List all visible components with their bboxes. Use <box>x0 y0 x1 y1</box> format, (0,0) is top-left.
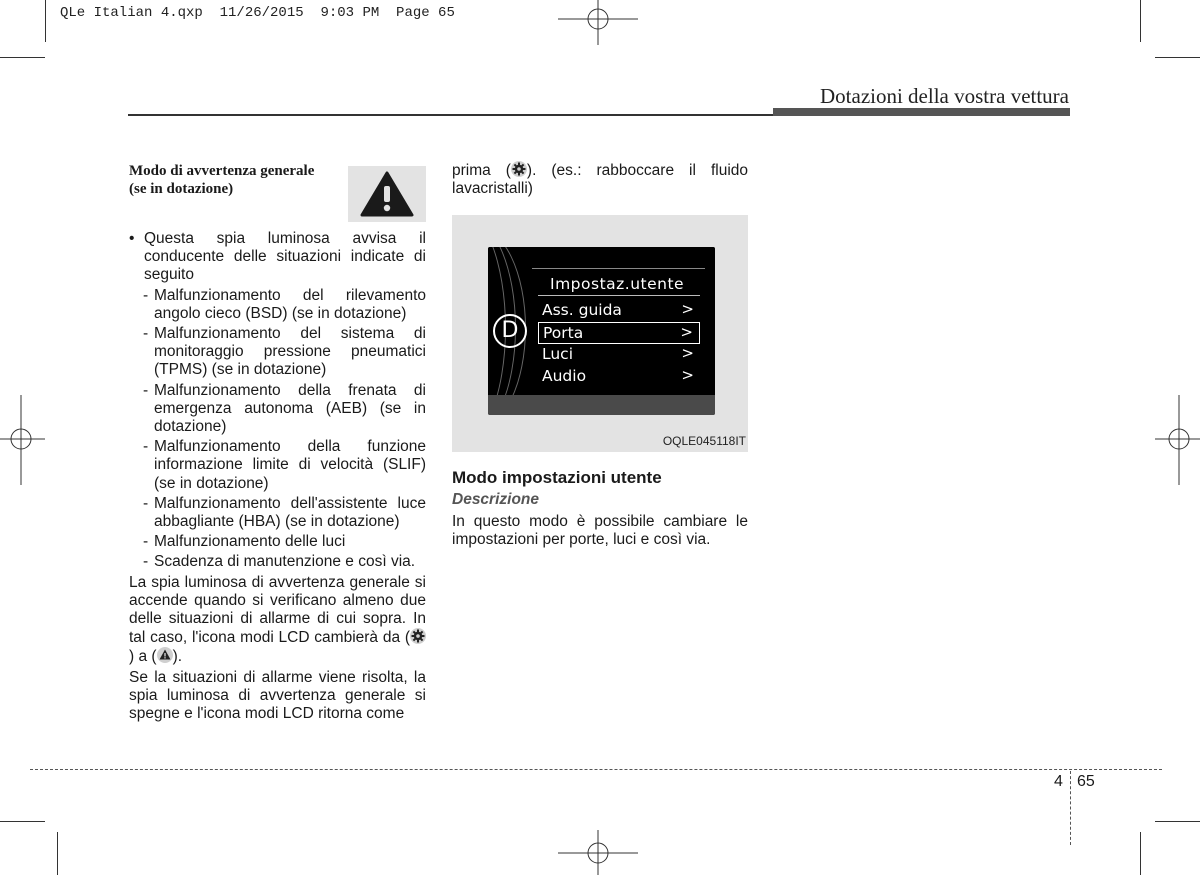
menu-item-ass-guida <box>538 300 700 322</box>
warning-triangle-icon <box>359 170 415 218</box>
footer-divider <box>1070 771 1071 845</box>
paragraph-text: ) a ( <box>129 648 157 666</box>
user-mode-subheading: Descrizione <box>452 491 540 508</box>
chevron-right-icon: > <box>681 300 694 318</box>
crop-mark <box>1155 57 1200 58</box>
menu-item-audio <box>538 366 700 388</box>
paragraph: Se la situazioni di allarme viene risolta, la spia luminosa di avvertenza generale si spegne e l'icona modi LCD ritorna come <box>129 668 426 723</box>
crop-mark <box>0 57 45 58</box>
user-mode-description: In questo modo è possibile cambiare le impostazioni per porte, luci e così via. <box>452 513 748 549</box>
list-item: - Malfunzionamento delle luci <box>143 533 346 551</box>
list-item: - Malfunzionamento del sistema di monitoraggio pressione pneumatici (TPMS) (se in dotazione) <box>143 325 426 379</box>
figure-code: OQLE045118IT <box>662 434 746 448</box>
registration-mark-right <box>1155 395 1200 485</box>
header-rule-thick <box>773 108 1070 116</box>
menu-item-porta <box>538 322 700 344</box>
registration-mark-top <box>558 0 638 45</box>
screen-title: Impostaz.utente <box>550 275 685 293</box>
lcd-display <box>488 247 715 395</box>
registration-mark-bottom <box>558 830 638 875</box>
header-rule <box>128 114 773 116</box>
footer-rule <box>30 769 1162 770</box>
menu-item-label: Luci <box>542 345 574 363</box>
list-item-text: Malfunzionamento dell'assistente luce abbagliante (HBA) (se in dotazione) <box>154 494 426 531</box>
crop-mark <box>1140 0 1141 42</box>
list-item-text: Scadenza di manutenzione e così via. <box>154 553 416 571</box>
paragraph-text: ). (es.: rabboccare il fluido lavacristalli) <box>452 162 748 198</box>
crop-mark <box>1140 832 1141 875</box>
lcd-bezel-bottom <box>488 395 715 415</box>
menu-item-label: Porta <box>543 324 584 342</box>
menu-item-label: Audio <box>542 367 587 385</box>
warning-mode-heading <box>129 162 344 198</box>
menu-divider <box>538 295 700 296</box>
crop-mark <box>1155 821 1200 822</box>
page-number: 65 <box>1077 773 1095 790</box>
crop-mark <box>0 821 45 822</box>
print-slug: QLe Italian 4.qxp 11/26/2015 9:03 PM Page 65 <box>60 5 455 21</box>
chevron-right-icon: > <box>681 366 694 384</box>
menu-divider <box>532 268 705 269</box>
paragraph-text: prima ( <box>452 162 511 179</box>
warning-icon-box <box>348 166 426 222</box>
paragraph-text: La spia luminosa di avvertenza generale si accende quando si verificano almeno due delle situazioni di allarme di cui sopra. In tal caso, l'icona modi LCD cambierà da ( <box>129 573 426 647</box>
paragraph <box>452 161 748 198</box>
drive-mode-indicator: D <box>493 314 527 348</box>
bullet-text: Questa spia luminosa avvisa il conducente delle situazioni indicate di seguito <box>144 230 426 284</box>
warning-mode-heading-line1: Modo di avvertenza generale <box>129 163 315 179</box>
chevron-right-icon: > <box>680 323 693 341</box>
user-mode-heading: Modo impostazioni utente <box>452 468 662 487</box>
chapter-number: 4 <box>1054 773 1063 790</box>
paragraph <box>129 574 426 667</box>
lcd-figure <box>452 215 748 452</box>
crop-mark <box>57 832 58 875</box>
chevron-right-icon: > <box>681 344 694 362</box>
menu-item-label: Ass. guida <box>542 301 622 319</box>
warning-body-continued <box>452 161 748 198</box>
bullet-dot: • <box>129 230 135 247</box>
list-item: - Scadenza di manutenzione e così via. <box>143 553 416 571</box>
lcd-screen <box>488 247 715 415</box>
gear-icon <box>511 161 527 177</box>
warning-small-icon <box>157 647 173 663</box>
paragraph-text: ). <box>172 648 183 666</box>
list-item: - Malfunzionamento dell'assistente luce abbagliante (HBA) (se in dotazione) <box>143 494 426 531</box>
warning-mode-heading-line2: (se in dotazione) <box>129 181 234 197</box>
list-item: - Malfunzionamento della frenata di emergenza autonoma (AEB) (se in dotazione) <box>143 381 426 436</box>
menu-item-luci <box>538 344 700 366</box>
crop-mark <box>45 0 46 42</box>
list-item-text: Malfunzionamento della frenata di emergenza autonoma (AEB) (se in dotazione) <box>154 381 426 436</box>
list-item-text: Malfunzionamento della funzione informazione limite di velocità (SLIF) (se in dotazione) <box>154 438 426 492</box>
registration-mark-left <box>0 395 45 485</box>
list-item: - Malfunzionamento della funzione informazione limite di velocità (SLIF) (se in dotazione) <box>143 438 426 492</box>
list-item-text: Malfunzionamento delle luci <box>154 533 346 551</box>
list-item-text: Malfunzionamento del rilevamento angolo cieco (BSD) (se in dotazione) <box>154 286 426 322</box>
gear-icon <box>410 628 426 644</box>
warning-body <box>129 230 426 723</box>
list-item-text: Malfunzionamento del sistema di monitoraggio pressione pneumatici (TPMS) (se in dotazione) <box>154 325 426 379</box>
list-item: - Malfunzionamento del rilevamento angolo cieco (BSD) (se in dotazione) <box>143 286 426 322</box>
bullet-item <box>129 230 426 285</box>
section-title: Dotazioni della vostra vettura <box>820 84 1069 108</box>
